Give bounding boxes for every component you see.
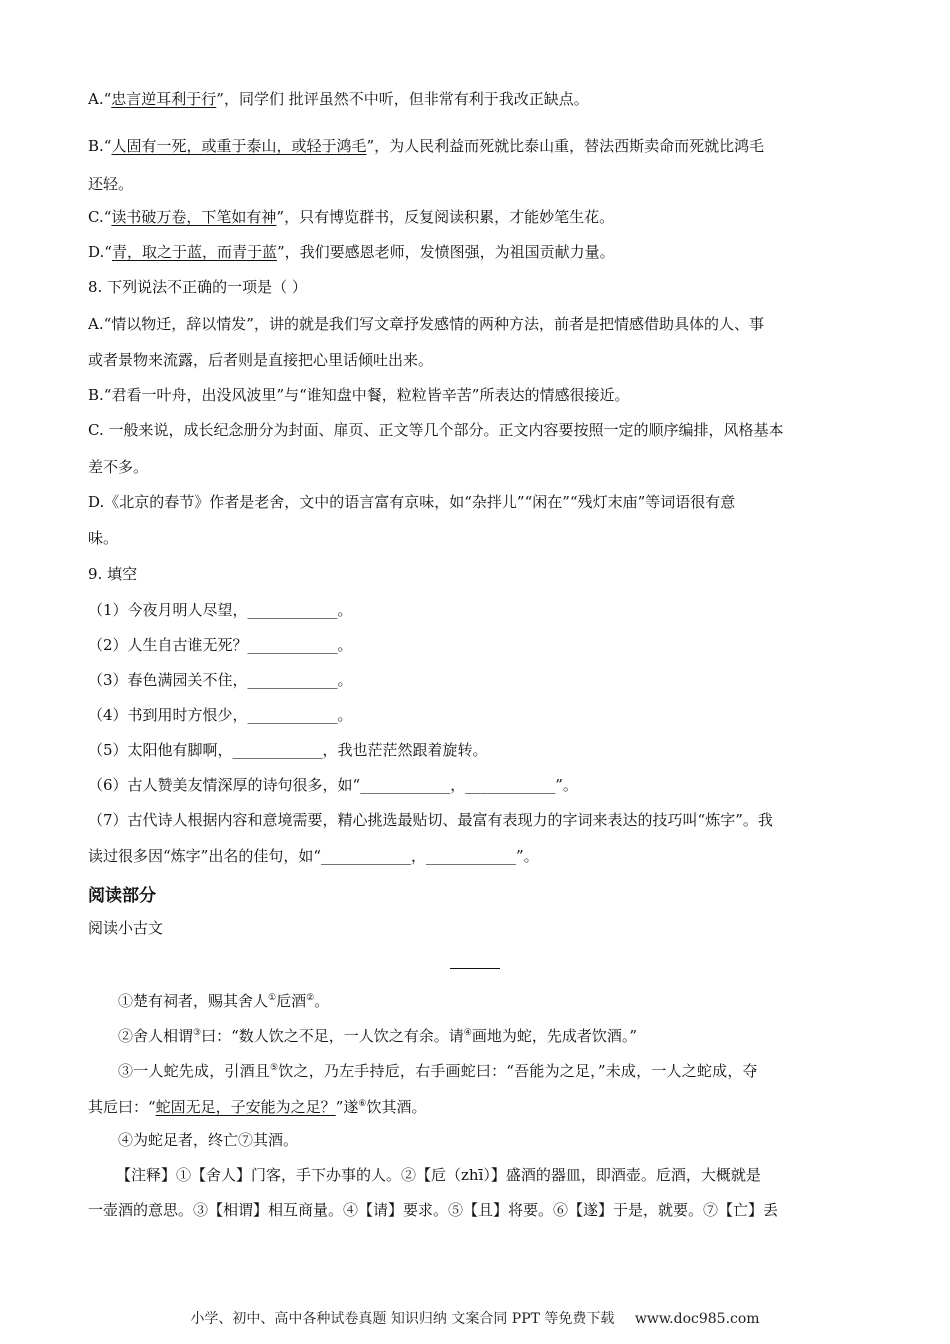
q7-option-b-cont: 还轻。 [88,175,134,193]
q8-option-d-cont: 味。 [88,529,119,547]
footer-text: 小学、初中、高中各种试卷真题 知识归纳 文案合同 PPT 等免费下载 [190,1311,615,1327]
q9-stem: 9. 填空 [88,565,138,583]
passage-paragraph-3: ③一人蛇先成，引酒且⑤饮之，乃左手持卮，右手画蛇曰：“吾能为之足，”未成，一人之蛇成，夺 [118,1062,758,1080]
q8-option-c: C. 一般来说，成长纪念册分为封面、扉页、正文等几个部分。正文内容要按照一定的顺序编排，风格基本 [88,421,784,439]
q8-option-a-cont: 或者景物来流露，后者则是直接把心里话倾吐出来。 [88,351,434,369]
underlined-quote: 人固有一死，或重于泰山，或轻于鸿毛 [111,137,367,155]
underlined-quote: 忠言逆耳利于行 [111,90,217,108]
q8-option-b: B.“君看一叶舟，出没风波里”与“谁知盘中餐，粒粒皆辛苦”所表达的情感很接近。 [88,386,630,404]
q9-item-7-cont: 读过很多因“炼字”出名的佳句，如“____________，____________”。 [88,847,539,865]
q9-item-2: （2）人生自古谁无死？____________。 [88,636,353,654]
passage-paragraph-4: ④为蛇足者，终亡⑦其酒。 [118,1131,299,1149]
notes-line-1: 【注释】①【舍人】门客，手下办事的人。②【卮（zhī）】盛酒的器皿，即酒壶。卮酒，大概就是 [116,1166,761,1184]
underlined-quote: 读书破万卷，下笔如有神 [111,208,277,226]
q9-item-5: （5）太阳他有脚啊，____________，我也茫茫然跟着旋转。 [88,741,488,759]
passage-paragraph-3-cont: 其卮曰：“蛇固无足，子安能为之足？”遂⑥饮其酒。 [88,1098,427,1116]
notes-line-2: 一壶酒的意思。③【相谓】相互商量。④【请】要求。⑤【且】将要。⑥【遂】于是，就要。⑦【亡】丢 [88,1201,779,1219]
q7-option-b: B.“人固有一死，或重于泰山，或轻于鸿毛”，为人民利益而死就比泰山重，替法西斯卖命而死就比鸿毛 [88,137,765,155]
q8-stem: 8. 下列说法不正确的一项是（ ） [88,278,307,296]
passage-paragraph-1: ①楚有祠者，赐其舍人①卮酒②。 [118,992,330,1010]
q9-item-1: （1）今夜月明人尽望，____________。 [88,601,353,619]
q8-option-a: A.“情以物迁，辞以情发”，讲的就是我们写文章抒发感情的两种方法，前者是把情感借助具体的人、事 [88,315,764,333]
q9-item-6: （6）古人赞美友情深厚的诗句很多，如“____________，____________”。 [88,776,578,794]
q9-item-4: （4）书到用时方恨少，____________。 [88,706,353,724]
q9-item-7: （7）古代诗人根据内容和意境需要，精心挑选最贴切、最富有表现力的字词来表达的技巧叫“炼字”。我 [88,811,773,829]
q7-option-d: D.“青，取之于蓝，而青于蓝”，我们要感恩老师，发愤图强，为祖国贡献力量。 [88,243,615,261]
underlined-sentence: 蛇固无足，子安能为之足？ [155,1098,336,1116]
q8-option-c-cont: 差不多。 [88,458,149,476]
q9-item-3: （3）春色满园关不住，____________。 [88,671,353,689]
page-footer [0,1308,950,1328]
passage-paragraph-2: ②舍人相谓③曰：“数人饮之不足，一人饮之有余。请④画地为蛇，先成者饮酒。” [118,1027,638,1045]
q7-option-a: A.“忠言逆耳利于行”，同学们 批评虽然不中听，但非常有利于我改正缺点。 [88,90,589,108]
underlined-quote: 青，取之于蓝，而青于蓝 [111,243,277,261]
q8-option-d: D.《北京的春节》作者是老舍，文中的语言富有京味，如“杂拌儿”“闲在”“残灯末庙”等词语很有意 [88,493,736,511]
title-blank-line [450,968,500,969]
section-title: 阅读部分 [88,886,156,906]
reading-subtitle: 阅读小古文 [88,919,164,937]
footer-link[interactable]: www.doc985.com [634,1311,760,1327]
q7-option-c: C.“读书破万卷，下笔如有神”，只有博览群书，反复阅读积累，才能妙笔生花。 [88,208,615,226]
